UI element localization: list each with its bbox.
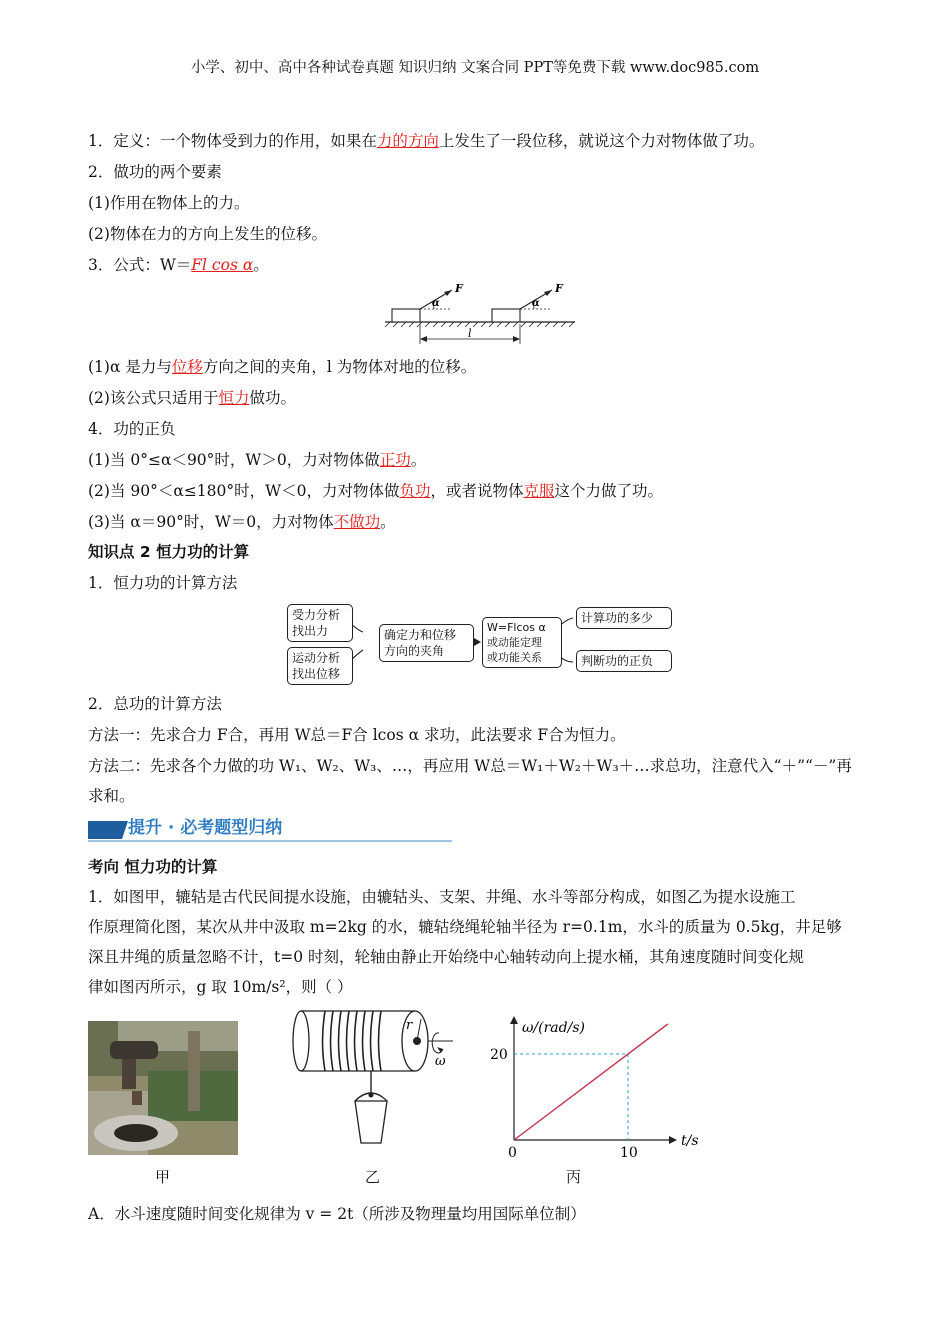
two-elements-heading: 2．做功的两个要素 — [88, 163, 222, 181]
angle-label: α — [532, 298, 540, 309]
question-line-2: 作原理简化图，某次从井中汲取 m=2kg 的水，辘轱绕绳轮轴半径为 r=0.1m，水斗的质量为 0.5kg，井足够 — [88, 918, 842, 936]
omega-label: ω — [435, 1054, 446, 1069]
flow-methods: W=Flcos α 或动能定理 或功能关系 — [482, 617, 562, 668]
x-tick-10: 10 — [620, 1145, 638, 1161]
caption-bing: 丙 — [566, 1168, 582, 1186]
well-photo — [88, 1021, 238, 1155]
omega-time-chart — [488, 1010, 708, 1165]
block-start — [392, 309, 420, 322]
method-two: 方法二：先求各个力做的功 W₁、W₂、W₃、…，再应用 W总＝W₁＋W₂＋W₃＋…求总功，注意代入“＋”“－”再 — [88, 757, 852, 775]
flow-force-analysis: 受力分析 找出力 — [287, 604, 353, 642]
sign-heading: 4．功的正负 — [88, 420, 176, 438]
section-2-title: 知识点 2 恒力功的计算 — [88, 543, 250, 561]
y-axis-arrow — [510, 1016, 518, 1024]
method-heading: 1．恒力功的计算方法 — [88, 574, 238, 592]
question-line-1: 1．如图甲，辘轱是古代民间提水设施，由辘轱头、支架、井绳、水斗等部分构成，如图乙为提水设施工 — [88, 888, 796, 906]
angle-label: α — [432, 298, 440, 309]
question-line-3: 深且井绳的质量忽略不计，t=0 时刻，轮轴由静止开始绕中心轴转动向上提水桶，其角速度随时间变化规 — [88, 948, 805, 966]
sign-zero: (3)当 α＝90°时，W＝0，力对物体不做功。 — [88, 513, 396, 531]
note-alpha: (1)α 是力与位移方向之间的夹角，l 为物体对地的位移。 — [88, 358, 477, 376]
force-label: F — [555, 282, 563, 295]
omega-line — [514, 1024, 668, 1140]
x-tick-origin: 0 — [508, 1145, 517, 1161]
flow-sign: 判断功的正负 — [576, 650, 672, 672]
method-two-cont: 求和。 — [88, 787, 135, 805]
windlass-diagram — [285, 1003, 460, 1163]
block-end — [492, 309, 520, 322]
flow-motion-analysis: 运动分析 找出位移 — [287, 647, 353, 685]
displacement-diagram — [380, 282, 580, 350]
page-header: 小学、初中、高中各种试卷真题 知识归纳 文案合同 PPT等免费下载 www.doc985.com — [190, 60, 760, 76]
caption-yi: 乙 — [365, 1168, 381, 1186]
flow-angle: 确定力和位移 方向的夹角 — [379, 624, 474, 662]
definition-line: 1．定义：一个物体受到力的作用，如果在力的方向上发生了一段位移，就说这个力对物体做了功。 — [88, 132, 765, 150]
caption-jia: 甲 — [155, 1168, 171, 1186]
note-constant-force: (2)该公式只适用于恒力做功。 — [88, 389, 296, 407]
formula-line: 3．公式：W＝Fl cos α。 — [88, 256, 269, 274]
sign-positive: (1)当 0°≤α＜90°时，W＞0，力对物体做正功。 — [88, 451, 427, 469]
sign-negative: (2)当 90°＜α≤180°时，W＜0，力对物体做负功，或者说物体克服这个力做了功。 — [88, 482, 664, 500]
x-axis-label: t/s — [681, 1133, 699, 1149]
question-line-4: 律如图丙所示，g 取 10m/s²，则（ ） — [88, 978, 353, 996]
method-one: 方法一：先求合力 F合，再用 W总＝F合 lcos α 求功，此法要求 F合为恒力。 — [88, 726, 626, 744]
flow-amount: 计算功的多少 — [576, 607, 672, 629]
section-3-title: 考向 恒力功的计算 — [88, 858, 218, 876]
radius-label: r — [406, 1018, 413, 1033]
displacement-label: l — [468, 327, 472, 340]
element-2: (2)物体在力的方向上发生的位移。 — [88, 225, 327, 243]
element-1: (1)作用在物体上的力。 — [88, 194, 250, 212]
total-work-heading: 2．总功的计算方法 — [88, 695, 222, 713]
y-tick-20: 20 — [490, 1047, 508, 1063]
y-axis-label: ω/(rad/s) — [522, 1020, 585, 1036]
banner-title: 提升 · 必考题型归纳 — [128, 818, 283, 838]
option-a: A．水斗速度随时间变化规律为 v = 2t（所涉及物理量均用国际单位制） — [88, 1205, 586, 1223]
x-axis-arrow — [669, 1136, 677, 1144]
force-label: F — [455, 282, 463, 295]
